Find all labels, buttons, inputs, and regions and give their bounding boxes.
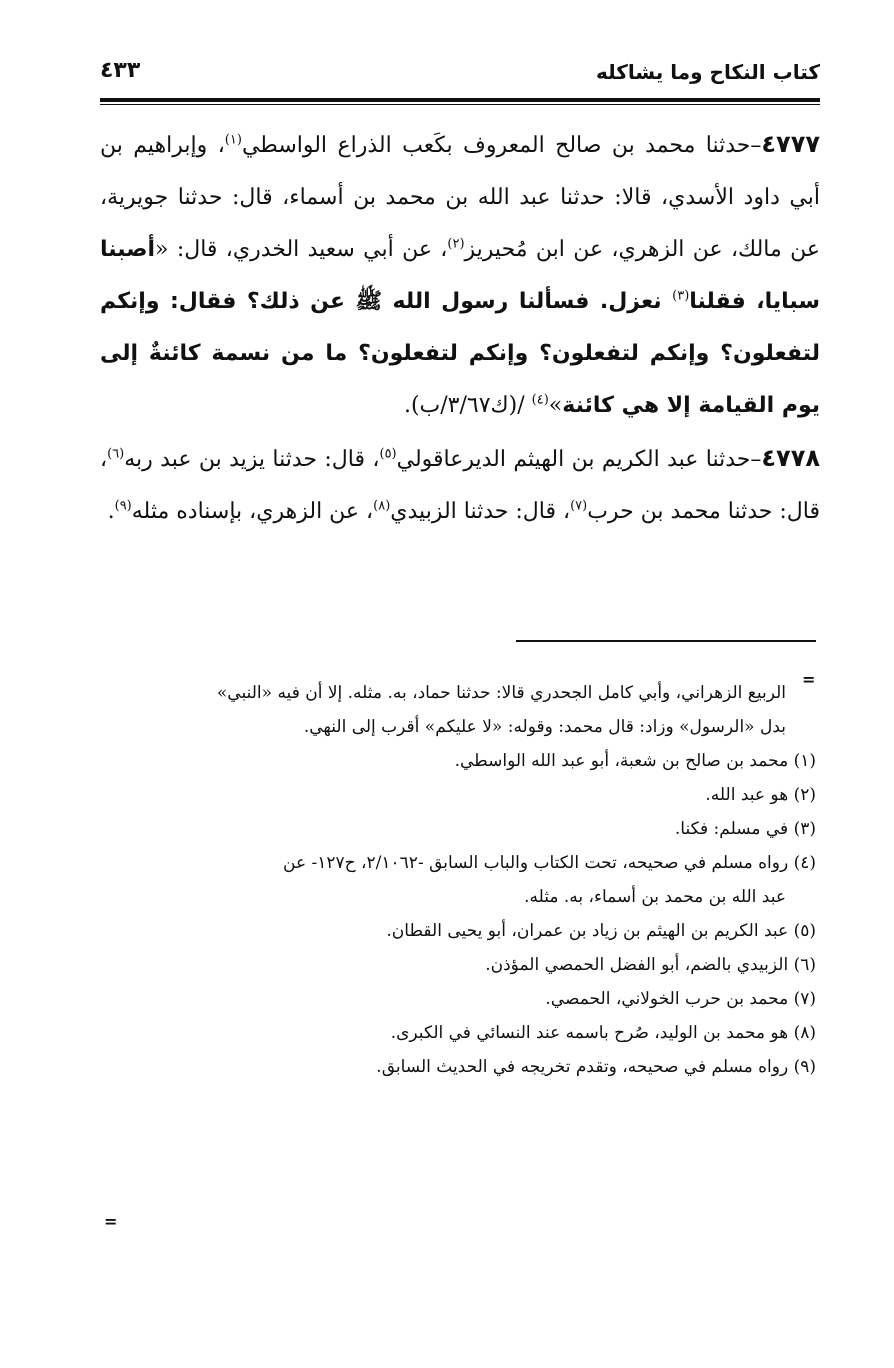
hadith-4778 (100, 432, 820, 538)
hadith-text: ، عن الزهري، بإسناده مثله (131, 499, 374, 524)
footnote-ref: (١) (224, 132, 242, 148)
chapter-title: كتاب النكاح وما يشاكله (596, 60, 820, 84)
footnote-8: (٨) هو محمد بن الوليد، صُرح باسمه عند النسائي في الكبرى. (390, 1023, 816, 1043)
hadith-text: ، قال: حدثنا يزيد بن عبد ربه (124, 447, 380, 472)
footnote-ref: (٧) (570, 498, 588, 514)
hadith-number: ٤٧٧٨ (761, 444, 820, 472)
hadith-matn: نعزل. فسألنا رسول الله ﷺ عن ذلك؟ فقال: وإنكم لتفعلون؟ وإنكم لتفعلون؟ وإنكم لتفعلون؟ ما من نسمة كائنةٌ إلى يوم القيامة إلا هي كائنة (100, 289, 820, 418)
hadith-text: ، عن أبي سعيد الخدري، قال: « (155, 237, 448, 262)
footnote-9: (٩) رواه مسلم في صحيحه، وتقدم تخريجه في الحديث السابق. (376, 1057, 816, 1077)
footnote-2: (٢) هو عبد الله. (705, 785, 816, 805)
footnote-ref: (٦) (107, 446, 125, 462)
hadith-text: ، وإبراهيم بن أبي داود الأسدي، قالا: حدثنا عبد الله بن محمد بن أسماء، قال: حدثنا جويرية، عن مالك، عن الزهري، عن ابن مُحيريز (100, 133, 820, 262)
continuation-mark-top: = (802, 670, 816, 689)
hadith-text: » (548, 393, 563, 418)
main-text (100, 118, 820, 538)
footnote-ref: (٥) (379, 446, 397, 462)
footnotes (100, 676, 816, 1084)
footnote-continuation-line: الربيع الزهراني، وأبي كامل الجحدري قالا: حدثنا حماد، به. مثله. إلا أن فيه «النبي» (216, 683, 786, 703)
hadith-text: –حدثنا عبد الكريم بن الهيثم الديرعاقولي (396, 447, 762, 472)
footnote-ref: (٤) (531, 392, 549, 408)
footnote-1: (١) محمد بن صالح بن شعبة، أبو عبد الله الواسطي. (454, 751, 816, 771)
running-header (100, 56, 820, 96)
hadith-text: ، قال: حدثنا الزبيدي (390, 499, 571, 524)
header-rule-thin (100, 104, 820, 105)
footnote-6: (٦) الزبيدي بالضم، أبو الفضل الحمصي المؤذن. (485, 955, 816, 975)
footnote-ref: (٣) (672, 288, 690, 304)
hadith-text: . (107, 499, 115, 524)
page-number: ٤٣٣ (100, 58, 141, 83)
continuation-mark-bottom: = (104, 1212, 118, 1231)
footnote-3: (٣) في مسلم: فكنا. (674, 819, 816, 839)
hadith-text: –حدثنا محمد بن صالح المعروف بكَعب الذراع الواسطي (241, 133, 762, 158)
hadith-4777 (100, 118, 820, 432)
manuscript-ref: /(ك٣/٦٧/ب). (403, 393, 532, 418)
footnote-4: (٤) رواه مسلم في صحيحه، تحت الكتاب والباب السابق -٢/١٠٦٢، ح١٢٧- عن (283, 853, 816, 873)
footnote-5: (٥) عبد الكريم بن الهيثم بن زياد بن عمران، أبو يحيى القطان. (386, 921, 816, 941)
footnote-4-continued: عبد الله بن محمد بن أسماء، به. مثله. (524, 887, 786, 907)
hadith-number: ٤٧٧٧ (761, 130, 820, 158)
footnote-7: (٧) محمد بن حرب الخولاني، الحمصي. (545, 989, 816, 1009)
footnote-ref: (٢) (447, 236, 465, 252)
footnote-ref: (٨) (373, 498, 391, 514)
footnote-ref: (٩) (114, 498, 132, 514)
footnote-separator (516, 640, 816, 642)
hadith-matn: أصبنا سبايا، فقلنا (100, 237, 820, 314)
hadith-text: ، قال: حدثنا محمد بن حرب (100, 447, 820, 524)
header-rule (100, 98, 820, 102)
footnote-continuation-line: بدل «الرسول» وزاد: قال محمد: وقوله: «لا عليكم» أقرب إلى النهي. (303, 717, 786, 737)
